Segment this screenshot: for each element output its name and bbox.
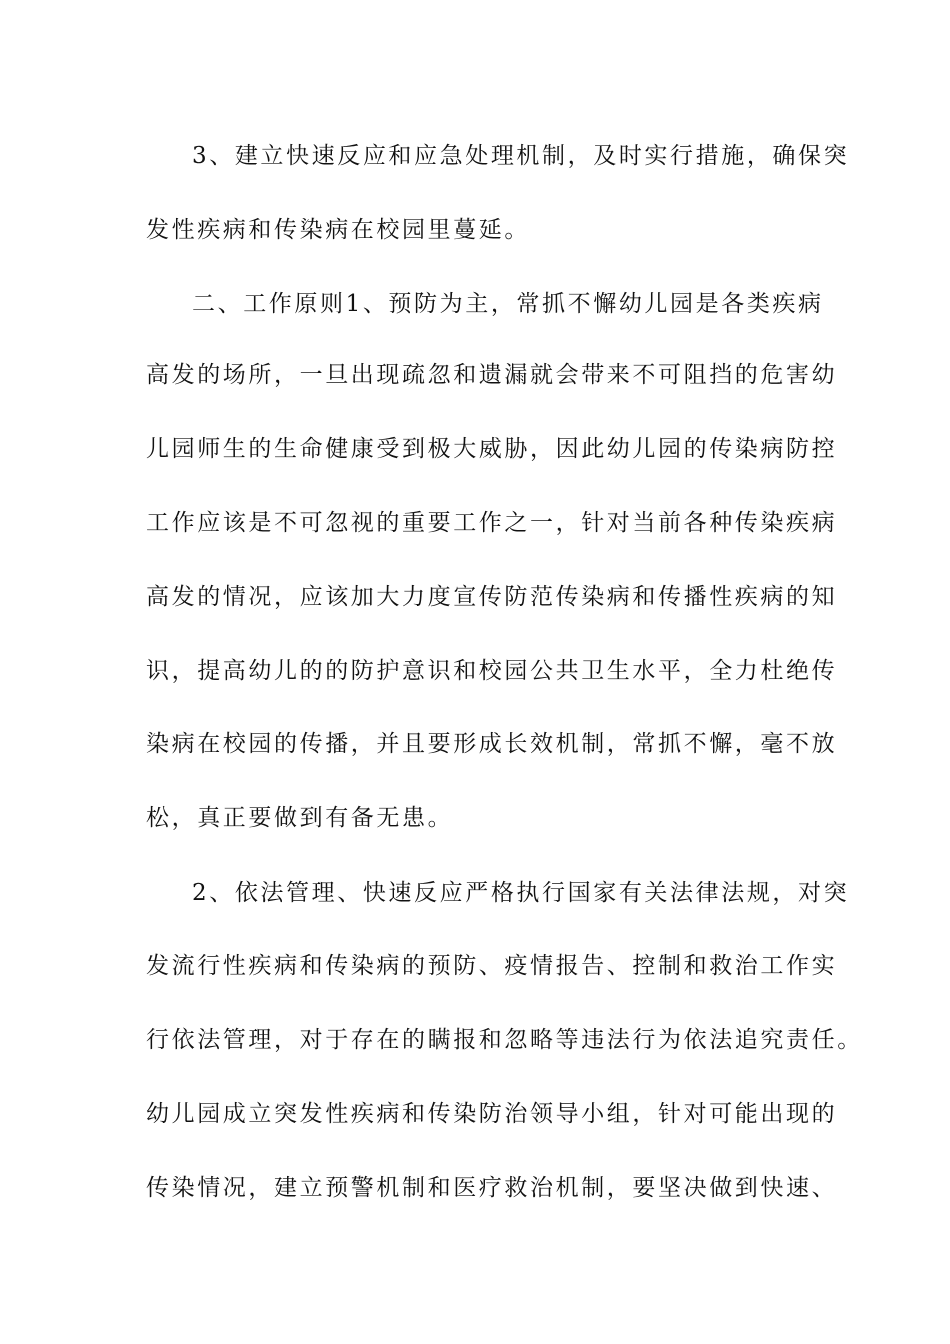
text-line: 传染情况，建立预警机制和医疗救治机制，要坚决做到快速、 bbox=[146, 1175, 838, 1201]
text-line: 工作应该是不可忽视的重要工作之一，针对当前各种传染疾病 bbox=[146, 510, 838, 536]
text-line: 二、工作原则1、预防为主，常抓不懈幼儿园是各类疾病 bbox=[192, 291, 824, 317]
text-line: 3、建立快速反应和应急处理机制，及时实行措施，确保突 bbox=[192, 143, 850, 169]
text-line: 染病在校园的传播，并且要形成长效机制，常抓不懈，毫不放 bbox=[146, 731, 838, 757]
text-line: 高发的情况，应该加大力度宣传防范传染病和传播性疾病的知 bbox=[146, 584, 838, 610]
text-line: 幼儿园成立突发性疾病和传染防治领导小组，针对可能出现的 bbox=[146, 1101, 838, 1127]
text-line: 行依法管理，对于存在的瞒报和忽略等违法行为依法追究责任。 bbox=[146, 1027, 863, 1053]
text-line: 高发的场所，一旦出现疏忽和遗漏就会带来不可阻挡的危害幼 bbox=[146, 362, 838, 388]
text-line: 儿园师生的生命健康受到极大威胁，因此幼儿园的传染病防控 bbox=[146, 436, 838, 462]
text-line: 松，真正要做到有备无患。 bbox=[146, 805, 454, 831]
text-line: 识，提高幼儿的的防护意识和校园公共卫生水平，全力杜绝传 bbox=[146, 658, 838, 684]
text-line: 2、依法管理、快速反应严格执行国家有关法律法规，对突 bbox=[192, 880, 850, 906]
text-line: 发流行性疾病和传染病的预防、疫情报告、控制和救治工作实 bbox=[146, 953, 838, 979]
text-line: 发性疾病和传染病在校园里蔓延。 bbox=[146, 217, 530, 243]
